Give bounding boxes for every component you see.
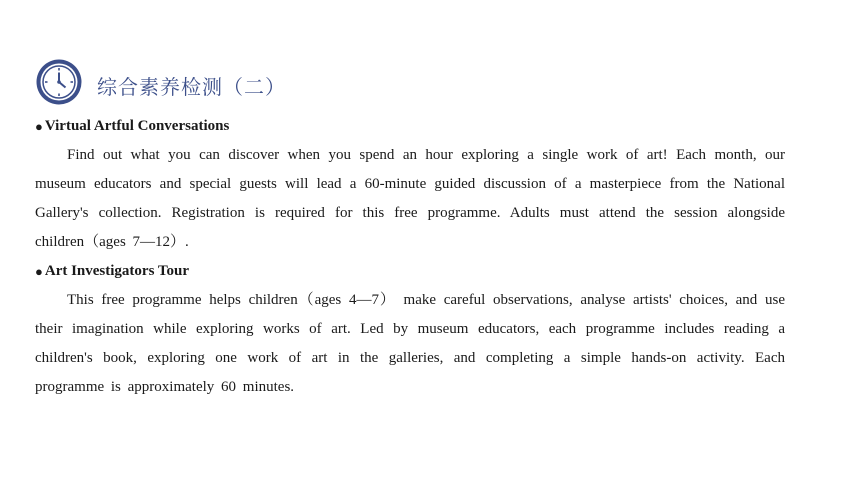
section-heading — [35, 112, 785, 141]
header — [35, 57, 286, 107]
section-heading — [35, 257, 785, 286]
heading-text: Virtual Artful Conversations — [44, 118, 230, 134]
paragraph: Find out what you can discover when you spend an hour exploring a single work of art! Each month, our museum educators and special guests will lead a 60-minute guided discussion of a masterpiece from the National Gallery's collection. Registration is required for this free programme. Adults must attend the session alongside children（ages 7—12）. — [35, 147, 785, 250]
paragraph: This free programme helps children（ages 4—7） make careful observations, analyse artists' choices, and use their imagination while exploring works of art. Led by museum educators, each programme includes reading a children's book, exploring one work of art in the galleries, and completing a simple hands-on activity. Each programme is approximately 60 minutes. — [35, 292, 785, 395]
bullet: ● — [35, 119, 43, 134]
bullet: ● — [35, 264, 43, 279]
heading-text: Art Investigators Tour — [44, 263, 190, 279]
page-title: 综合素养检测（二） — [97, 74, 286, 99]
document-body — [35, 112, 785, 402]
clock-icon — [35, 58, 83, 106]
